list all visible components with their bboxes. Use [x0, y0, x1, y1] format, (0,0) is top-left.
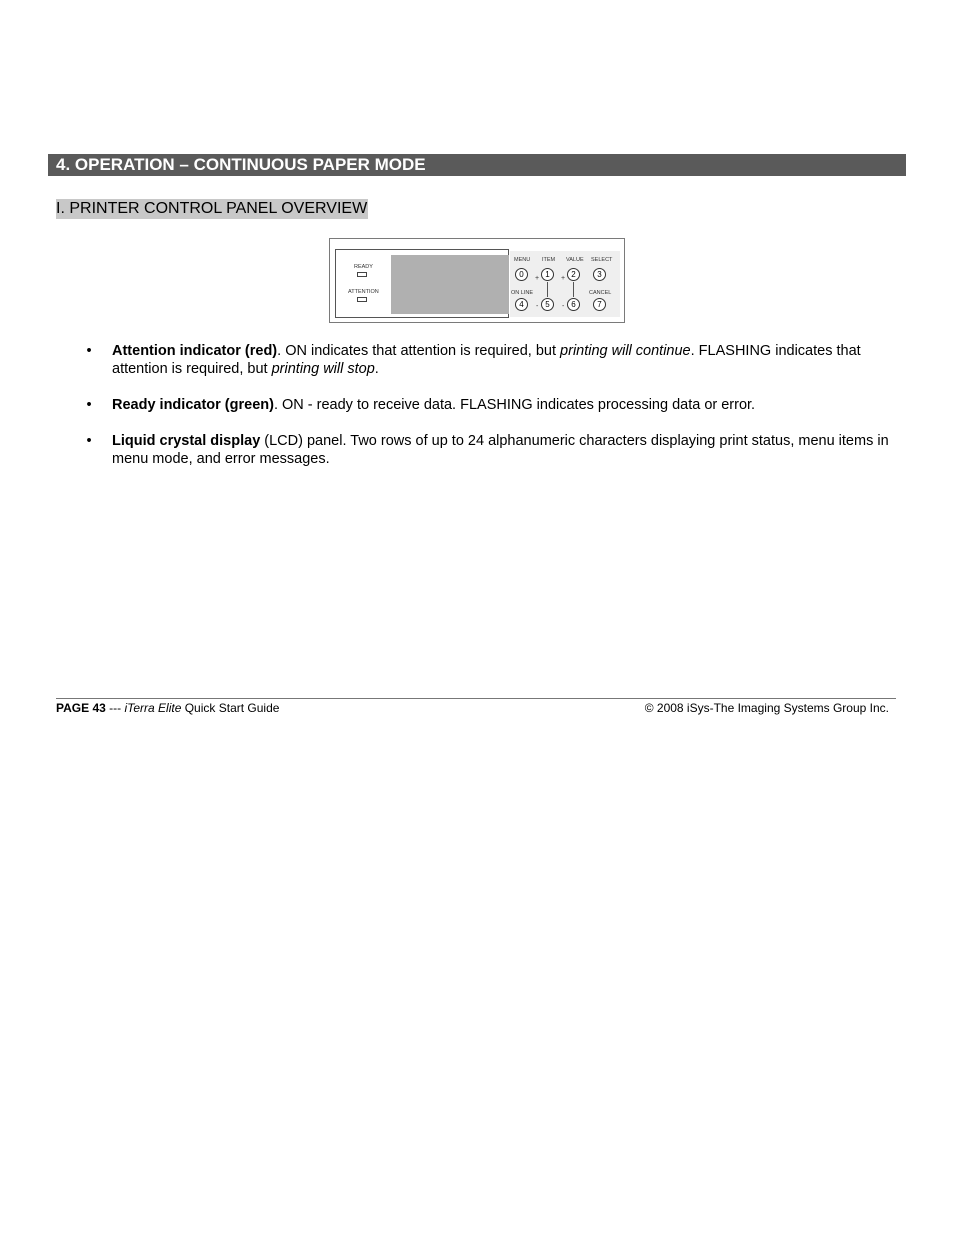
bullet-term: Attention indicator (red)	[112, 343, 278, 359]
keypad	[510, 251, 620, 317]
value-key: 2	[567, 268, 580, 281]
guide-title: Quick Start Guide	[181, 701, 280, 715]
bullet-emphasis: printing will continue	[560, 343, 691, 359]
bullet-emphasis: printing will stop	[271, 361, 375, 377]
bullet-icon: •	[86, 433, 92, 449]
indicator-list	[84, 342, 894, 486]
bullet-term: Liquid crystal display	[112, 433, 261, 449]
item-key: 1	[541, 268, 554, 281]
value-down-key: 6	[567, 298, 580, 311]
list-item	[84, 342, 894, 378]
bullet-term: Ready indicator (green)	[112, 397, 274, 413]
indicator-lcd-frame	[335, 249, 509, 318]
minus-sign: -	[562, 303, 565, 310]
online-key: 4	[515, 298, 528, 311]
bullet-icon: •	[86, 397, 92, 413]
subsection-title: I. PRINTER CONTROL PANEL OVERVIEW	[56, 200, 368, 217]
plus-sign: +	[535, 275, 540, 282]
plus-sign: +	[561, 275, 566, 282]
item-down-key: 5	[541, 298, 554, 311]
footer-separator: ---	[105, 701, 125, 715]
select-key-label: SELECT	[591, 257, 613, 263]
lcd-display	[391, 255, 509, 314]
control-panel-figure	[329, 238, 625, 323]
menu-key: 0	[515, 268, 528, 281]
value-key-label: VALUE	[566, 257, 584, 263]
value-connector-line	[573, 282, 574, 297]
bullet-text: . ON - ready to receive data. FLASHING indicates processing data or error.	[273, 397, 756, 413]
footer-copyright: © 2008 iSys-The Imaging Systems Group Inc.	[644, 701, 889, 715]
bullet-text: (LCD) panel. Two rows of up to 24 alphanumeric characters displaying print status, menu items in menu mode, and error messages.	[112, 433, 889, 467]
page-number: PAGE 43	[56, 701, 106, 715]
section-title: 4. OPERATION – CONTINUOUS PAPER MODE	[48, 154, 906, 176]
item-connector-line	[547, 282, 548, 297]
cancel-key-label: CANCEL	[589, 290, 612, 296]
footer-divider	[56, 698, 896, 699]
attention-label: ATTENTION	[348, 289, 379, 295]
minus-sign: -	[536, 303, 539, 310]
list-item	[84, 396, 894, 414]
cancel-key: 7	[593, 298, 606, 311]
bullet-text: .	[374, 361, 379, 377]
product-name: iTerra Elite	[124, 701, 182, 715]
list-item	[84, 432, 894, 468]
ready-indicator-icon	[357, 272, 367, 277]
online-key-label: ON LINE	[511, 290, 534, 296]
attention-indicator-icon	[357, 297, 367, 302]
bullet-text: . FLASHING indicates that attention is required, but	[112, 343, 861, 377]
bullet-icon: •	[86, 343, 92, 359]
footer-page-info	[56, 701, 279, 715]
menu-key-label: MENU	[514, 257, 531, 263]
select-key: 3	[593, 268, 606, 281]
bullet-text: . ON indicates that attention is required, but	[277, 343, 561, 359]
ready-label: READY	[354, 264, 373, 270]
item-key-label: ITEM	[542, 257, 556, 263]
